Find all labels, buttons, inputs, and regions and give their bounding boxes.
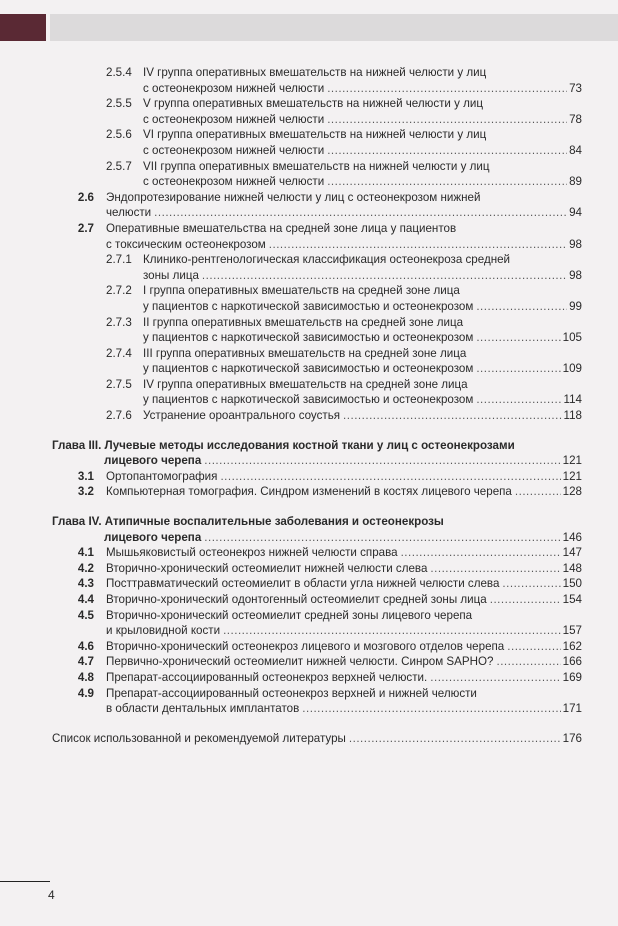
toc-entry-number: 2.5.5: [106, 97, 132, 111]
toc-entry[interactable]: [0, 546, 618, 562]
toc-page-number: 121: [562, 454, 582, 468]
toc-leader-line: [106, 624, 582, 638]
toc-line: [0, 284, 618, 300]
toc-entry-title: Мышьяковистый остеонекроз нижней челюсти справа: [106, 546, 398, 560]
toc-entry[interactable]: [0, 593, 618, 609]
toc-leader-line: [143, 409, 582, 423]
toc-page-number: 154: [562, 593, 582, 606]
toc-leader-line: [106, 470, 582, 484]
toc-page-number: 162: [562, 639, 582, 653]
toc-line: [0, 253, 618, 269]
toc-page-number: 176: [562, 731, 582, 745]
toc-entry[interactable]: [0, 470, 618, 486]
toc-entry-number: 4.8: [77, 670, 94, 684]
toc-leader-line: [52, 732, 582, 746]
toc-entry[interactable]: [0, 66, 618, 97]
toc-line: [0, 671, 618, 687]
toc-entry[interactable]: [0, 253, 618, 284]
toc-line: [0, 624, 618, 640]
toc-page-number: 98: [569, 237, 582, 251]
toc-line: [0, 562, 618, 578]
toc-line: [0, 577, 618, 593]
toc-entry-title: челюсти: [106, 206, 152, 220]
toc-entry-number: 4.6: [77, 639, 94, 653]
dot-leader: [430, 671, 560, 685]
toc-leader-line: [106, 577, 582, 591]
dot-leader: [202, 269, 567, 283]
dot-leader: [430, 562, 560, 576]
toc-entry[interactable]: [0, 378, 618, 409]
toc-entry-title: зоны лица: [143, 268, 199, 282]
toc-entry-title: Вторично-хронический остеонекроз лицевого и мозгового отделов черепа: [106, 639, 505, 653]
toc-leader-line: [106, 206, 582, 220]
toc-entry-title: Вторично-хронический одонтогенный остеомиелит средней зоны лица: [106, 593, 487, 606]
dot-leader: [476, 362, 560, 376]
toc-leader-line: [104, 454, 582, 468]
toc-entry-number: 2.5.7: [106, 159, 132, 173]
table-of-contents: [0, 66, 618, 747]
toc-entry-number: 4.4: [77, 593, 94, 606]
toc-entry-title: Эндопротезирование нижней челюсти у лиц с остеонекрозом нижней: [106, 190, 481, 204]
toc-line: [0, 269, 618, 285]
toc-line: [0, 702, 618, 718]
toc-entry-number: 2.7.3: [106, 315, 132, 329]
toc-page-number: 98: [569, 268, 582, 282]
toc-line: [0, 222, 618, 238]
toc-leader-line: [106, 238, 582, 252]
toc-leader-line: [106, 702, 582, 716]
toc-entry-title: с остеонекрозом нижней челюсти: [143, 175, 325, 189]
toc-entry[interactable]: [0, 562, 618, 578]
toc-entry[interactable]: [0, 222, 618, 253]
toc-line: [0, 732, 618, 748]
toc-entry-title: в области дентальных имплантатов: [106, 702, 300, 716]
toc-line: [0, 331, 618, 347]
toc-entry-title: Посттравматический остеомиелит в области угла нижней челюсти слева: [106, 577, 500, 591]
toc-entry-number: 4.1: [77, 546, 94, 560]
footer-rule: [0, 881, 50, 882]
toc-entry-title: III группа оперативных вмешательств на средней зоне лица: [143, 346, 467, 360]
dot-leader: [515, 485, 561, 499]
toc-entry-title: с остеонекрозом нижней челюсти: [143, 81, 325, 95]
toc-leader-line: [143, 300, 582, 314]
toc-page-number: 84: [569, 143, 582, 157]
dot-leader: [502, 577, 560, 591]
toc-entry-title: с остеонекрозом нижней челюсти: [143, 143, 325, 157]
toc-line: [0, 409, 618, 425]
toc-entry-title: Препарат-ассоциированный остеонекроз верхней и нижней челюсти: [106, 686, 477, 700]
toc-page-number: 146: [562, 530, 582, 544]
toc-page-number: 94: [569, 206, 582, 220]
toc-entry-title: Клинико-рентгенологическая классификация остеонекроза средней: [143, 253, 511, 267]
toc-entry-title: с остеонекрозом нижней челюсти: [143, 112, 325, 126]
toc-entry[interactable]: [0, 732, 618, 748]
toc-page-number: 169: [562, 670, 582, 684]
dot-leader: [204, 454, 560, 468]
toc-leader-line: [106, 593, 582, 607]
dot-leader: [401, 546, 561, 560]
toc-page-number: 89: [569, 175, 582, 189]
toc-entry-title: VII группа оперативных вмешательств на нижней челюсти у лиц: [143, 159, 490, 173]
toc-line: [0, 82, 618, 98]
section-gap: [0, 718, 618, 732]
toc-page-number: 171: [562, 702, 582, 716]
toc-page-number: 73: [569, 81, 582, 95]
toc-entry-number: 2.6: [77, 190, 94, 204]
toc-leader-line: [143, 144, 582, 158]
toc-line: [0, 393, 618, 409]
toc-entry-title: Глава IV. Атипичные воспалительные заболевания и остеонекрозы: [52, 515, 444, 529]
toc-line: [0, 316, 618, 332]
dot-leader: [327, 82, 567, 96]
toc-line: [0, 485, 618, 501]
toc-line: [0, 97, 618, 113]
toc-entry-title: IV группа оперативных вмешательств на средней зоне лица: [143, 377, 468, 391]
toc-entry[interactable]: [0, 485, 618, 501]
toc-page-number: 118: [563, 409, 582, 423]
toc-line: [0, 347, 618, 363]
toc-line: [0, 546, 618, 562]
toc-line: [0, 191, 618, 207]
toc-entry-title: Вторично-хронический остеомиелит нижней челюсти слева: [106, 561, 428, 575]
toc-entry-number: 2.7.5: [106, 377, 132, 391]
toc-page-number: 109: [562, 362, 582, 376]
toc-entry-number: 2.5.4: [106, 66, 132, 79]
toc-entry[interactable]: [0, 284, 618, 315]
dot-leader: [223, 624, 561, 638]
toc-entry-title: I группа оперативных вмешательств на средней зоне лица: [143, 284, 460, 298]
toc-entry-title: Первично-хронический остеомиелит нижней челюсти. Синром SAPHO?: [106, 655, 494, 669]
toc-entry-title: и крыловидной кости: [106, 624, 221, 638]
toc-page-number: 150: [562, 577, 582, 591]
toc-line: [0, 439, 618, 455]
toc-entry-title: с токсическим остеонекрозом: [106, 237, 266, 251]
toc-line: [0, 362, 618, 378]
toc-entry-title: V группа оперативных вмешательств на нижней челюсти у лиц: [143, 97, 484, 111]
toc-entry-number: 3.1: [77, 469, 94, 483]
toc-entry-title: Глава III. Лучевые методы исследования костной ткани у лиц с остеонекрозами: [52, 438, 515, 452]
toc-entry-number: 2.7: [77, 221, 94, 235]
toc-entry-title: у пациентов с наркотической зависимостью и остеонекрозом: [143, 393, 474, 407]
toc-entry-title: Компьютерная томография. Синдром изменений в костях лицевого черепа: [106, 485, 512, 499]
toc-entry-title: Список использованной и рекомендуемой литературы: [52, 731, 346, 745]
header-grey-bar: [50, 14, 618, 41]
header-accent-bar: [0, 14, 46, 41]
toc-line: [0, 687, 618, 703]
toc-entry-title: у пациентов с наркотической зависимостью и остеонекрозом: [143, 362, 474, 376]
toc-page-number: 148: [562, 561, 582, 575]
dot-leader: [496, 655, 560, 669]
toc-page-number: 128: [562, 485, 582, 499]
toc-entry[interactable]: [0, 609, 618, 640]
toc-line: [0, 640, 618, 656]
toc-entry[interactable]: [0, 640, 618, 656]
toc-page-number: 114: [563, 393, 582, 407]
toc-line: [0, 160, 618, 176]
toc-entry-title: у пациентов с наркотической зависимостью и остеонекрозом: [143, 331, 474, 345]
dot-leader: [302, 702, 560, 716]
toc-line: [0, 175, 618, 191]
toc-leader-line: [106, 640, 582, 654]
toc-line: [0, 593, 618, 609]
toc-entry-title: VI группа оперативных вмешательств на нижней челюсти у лиц: [143, 128, 487, 142]
toc-leader-line: [106, 546, 582, 560]
toc-entry-number: 2.7.2: [106, 284, 132, 298]
toc-line: [0, 655, 618, 671]
dot-leader: [327, 175, 567, 189]
toc-line: [0, 300, 618, 316]
toc-entry[interactable]: [0, 191, 618, 222]
toc-leader-line: [143, 175, 582, 189]
toc-entry-title: Ортопантомография: [106, 469, 218, 483]
toc-entry-number: 4.5: [77, 608, 94, 622]
toc-entry-title: лицевого черепа: [104, 454, 202, 468]
section-gap: [0, 501, 618, 515]
toc-entry-title: Оперативные вмешательства на средней зоне лица у пациентов: [106, 221, 457, 235]
toc-entry-number: 2.7.4: [106, 346, 132, 360]
dot-leader: [327, 113, 567, 127]
toc-entry-number: 2.5.6: [106, 128, 132, 142]
toc-leader-line: [106, 485, 582, 499]
toc-entry[interactable]: [0, 316, 618, 347]
toc-entry-number: 3.2: [77, 485, 94, 499]
toc-entry[interactable]: [0, 655, 618, 671]
dot-leader: [343, 409, 561, 423]
toc-page-number: 78: [569, 112, 582, 126]
toc-line: [0, 531, 618, 547]
toc-line: [0, 113, 618, 129]
dot-leader: [490, 593, 561, 607]
toc-leader-line: [143, 82, 582, 96]
toc-line: [0, 470, 618, 486]
dot-leader: [220, 470, 560, 484]
toc-entry[interactable]: [0, 687, 618, 718]
toc-page-number: 99: [569, 299, 582, 313]
dot-leader: [349, 732, 561, 746]
toc-entry-number: 2.7.1: [106, 253, 132, 267]
toc-line: [0, 378, 618, 394]
toc-entry[interactable]: [0, 409, 618, 425]
dot-leader: [269, 238, 567, 252]
toc-leader-line: [143, 393, 582, 407]
dot-leader: [507, 640, 560, 654]
toc-leader-line: [143, 113, 582, 127]
dot-leader: [327, 144, 567, 158]
toc-line: [0, 206, 618, 222]
dot-leader: [476, 331, 560, 345]
toc-entry[interactable]: [0, 439, 618, 470]
toc-entry-title: Вторично-хронический остеомиелит средней зоны лицевого черепа: [106, 608, 473, 622]
toc-page-number: 157: [562, 624, 582, 638]
toc-entry[interactable]: [0, 97, 618, 128]
toc-entry-title: у пациентов с наркотической зависимостью и остеонекрозом: [143, 299, 474, 313]
dot-leader: [476, 393, 561, 407]
toc-page-number: 105: [562, 331, 582, 345]
toc-line: [0, 515, 618, 531]
toc-leader-line: [143, 269, 582, 283]
toc-page-number: 166: [562, 655, 582, 669]
toc-page-number: 147: [562, 546, 582, 560]
toc-line: [0, 128, 618, 144]
toc-leader-line: [143, 331, 582, 345]
toc-entry-title: II группа оперативных вмешательств на средней зоне лица: [143, 315, 464, 329]
toc-line: [0, 144, 618, 160]
toc-entry-title: IV группа оперативных вмешательств на нижней челюсти у лиц: [143, 66, 487, 79]
toc-entry-number: 4.9: [77, 686, 94, 700]
toc-entry[interactable]: [0, 347, 618, 378]
toc-entry[interactable]: [0, 515, 618, 546]
toc-leader-line: [143, 362, 582, 376]
toc-leader-line: [106, 655, 582, 669]
toc-line: [0, 454, 618, 470]
page-number: 4: [48, 888, 55, 902]
toc-entry[interactable]: [0, 128, 618, 159]
toc-entry-title: лицевого черепа: [104, 530, 202, 544]
dot-leader: [204, 531, 560, 545]
toc-entry-number: 4.3: [77, 577, 94, 591]
toc-line: [0, 238, 618, 254]
toc-entry-title: Препарат-ассоциированный остеонекроз верхней челюсти.: [106, 670, 428, 684]
toc-entry-number: 4.2: [77, 561, 94, 575]
toc-line: [0, 609, 618, 625]
toc-leader-line: [104, 531, 582, 545]
toc-entry[interactable]: [0, 160, 618, 191]
toc-line: [0, 66, 618, 82]
toc-entry-number: 4.7: [77, 655, 94, 669]
toc-leader-line: [106, 671, 582, 685]
toc-page-number: 121: [562, 469, 582, 483]
toc-leader-line: [106, 562, 582, 576]
toc-entry-title: Устранение ороантрального соустья: [143, 409, 341, 423]
toc-entry[interactable]: [0, 577, 618, 593]
toc-entry[interactable]: [0, 671, 618, 687]
dot-leader: [154, 206, 567, 220]
dot-leader: [476, 300, 567, 314]
section-gap: [0, 425, 618, 439]
toc-entry-number: 2.7.6: [106, 409, 132, 423]
